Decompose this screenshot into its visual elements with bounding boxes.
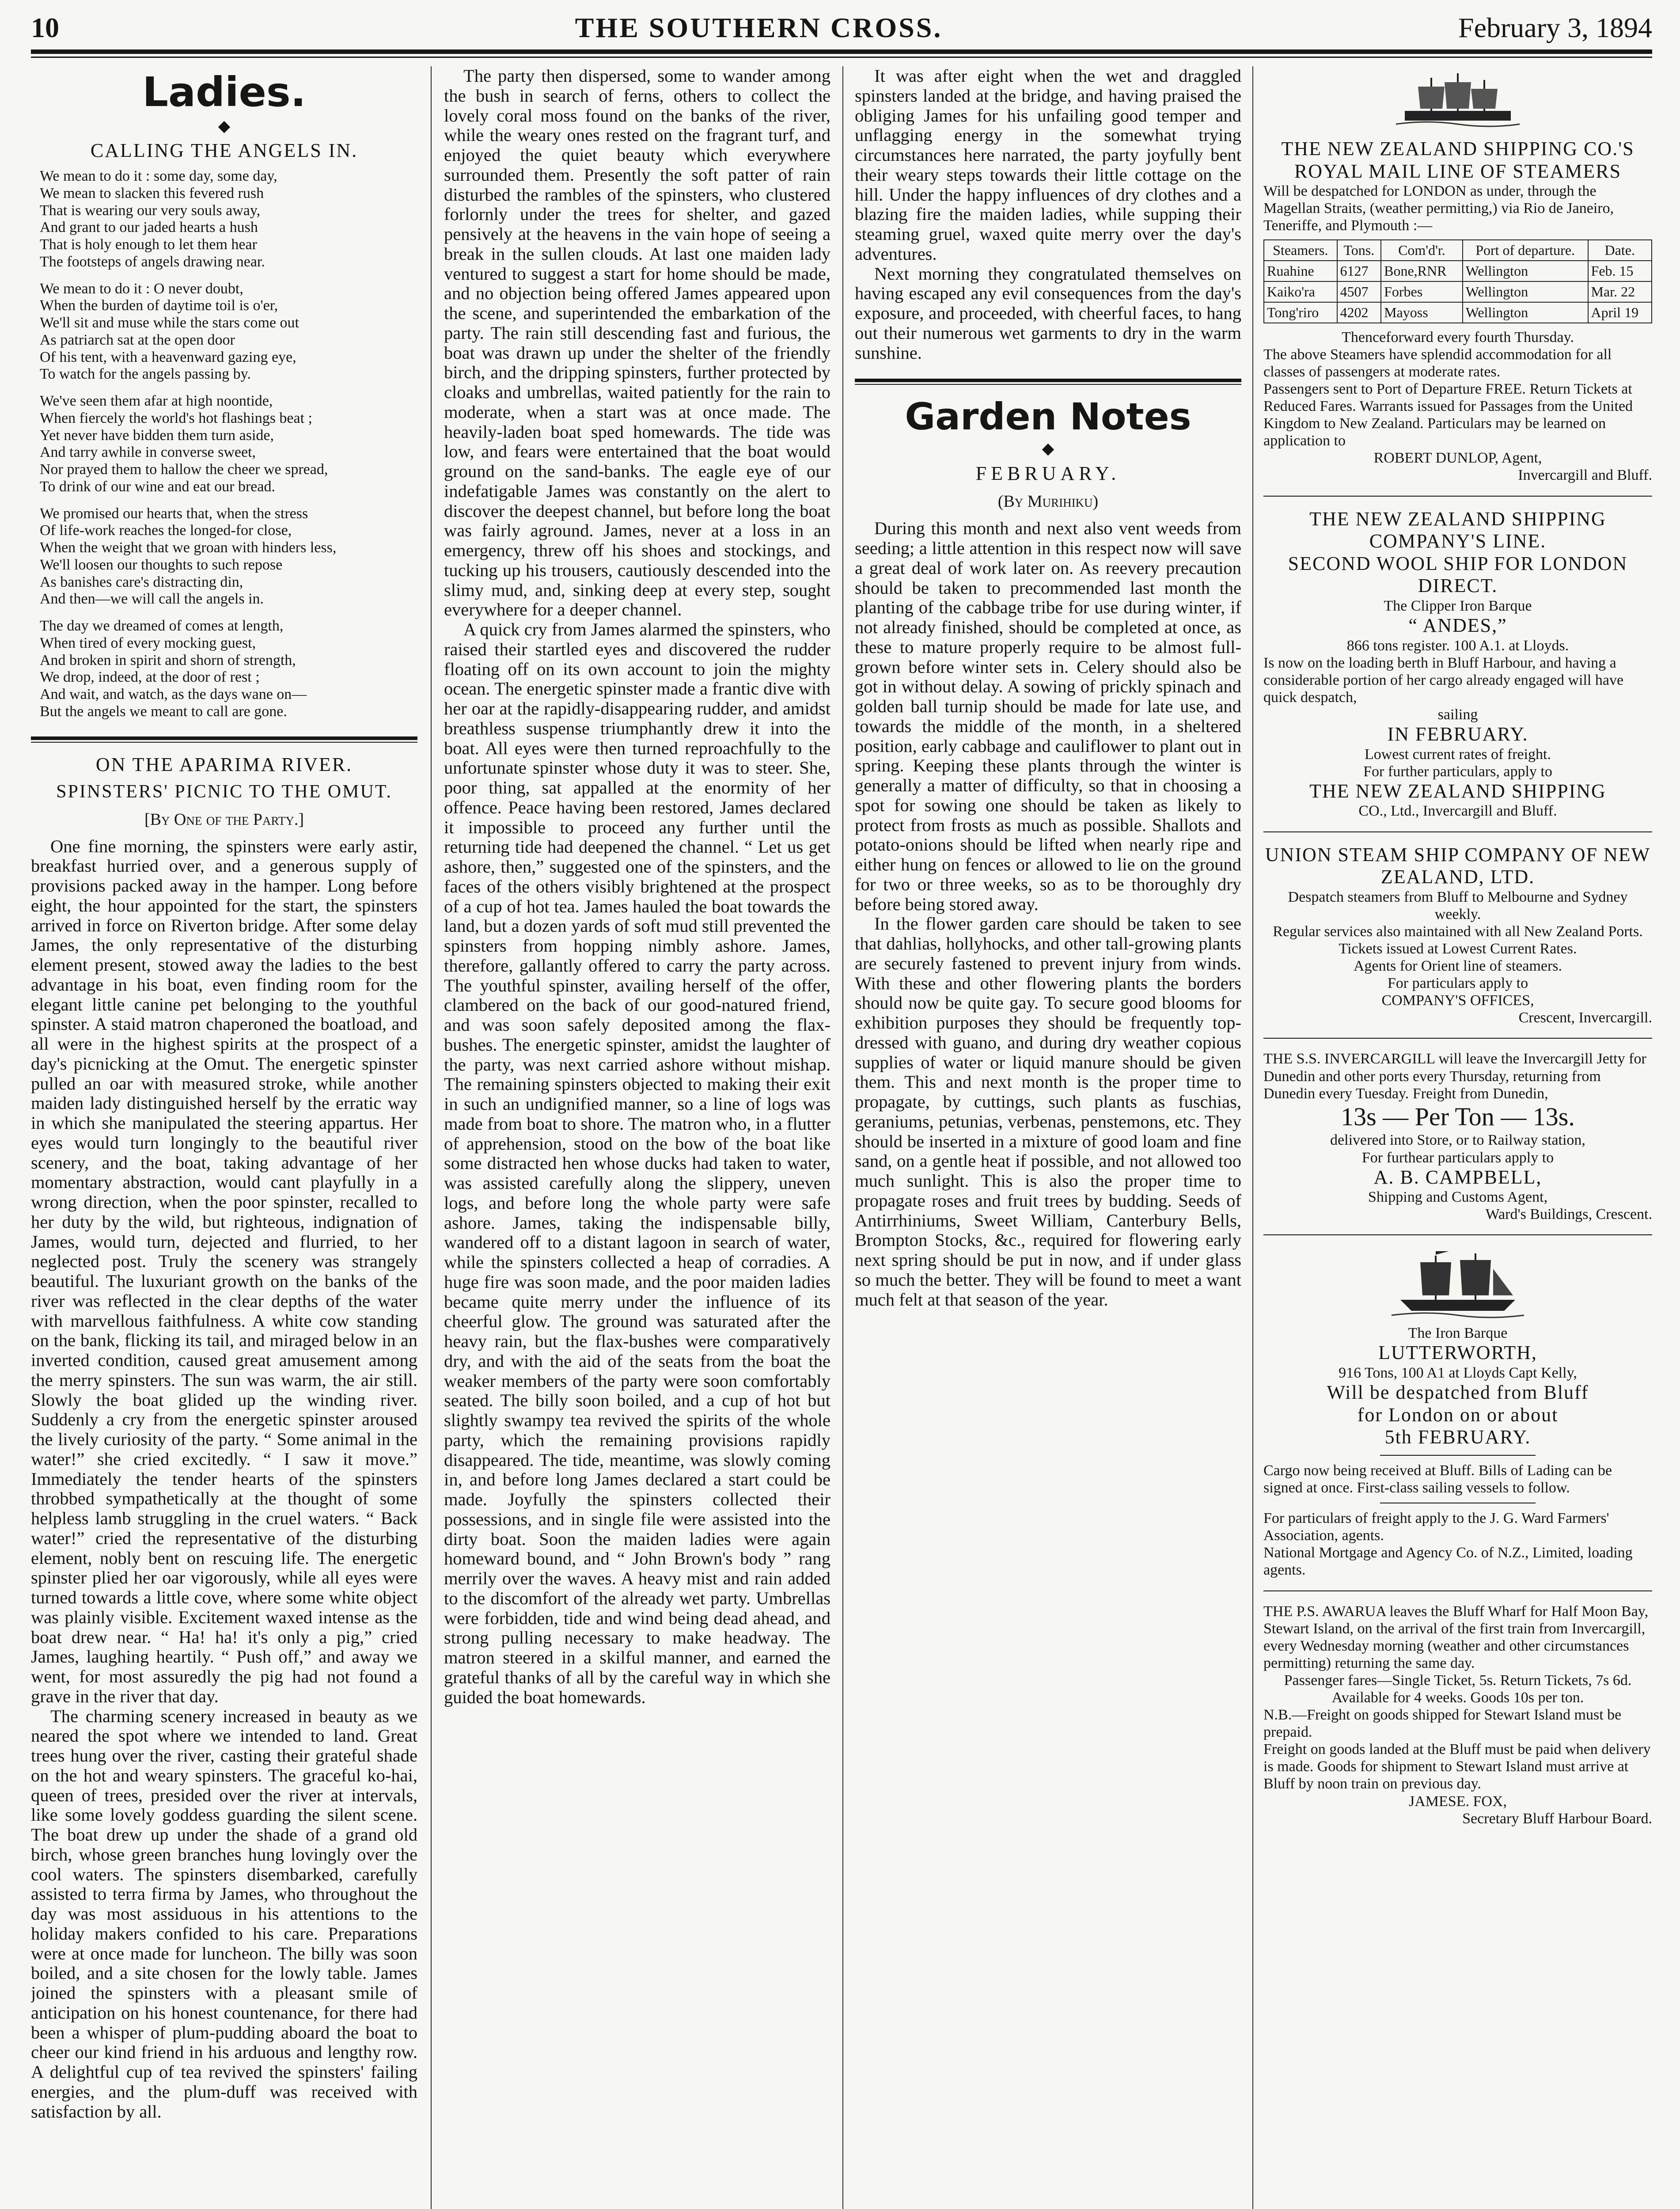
ad-subtitle: SECOND WOOL SHIP FOR LONDON DIRECT. (1288, 552, 1628, 597)
aparima-heading: ON THE APARIMA RIVER. (95, 753, 353, 775)
poem-line: To watch for the angels passing by. (40, 366, 251, 383)
ad-text: Available for 4 weeks. Goods 10s per ton. (1331, 1689, 1584, 1706)
poem-line: The footsteps of angels drawing near. (40, 253, 265, 270)
ladies-heading: Ladies. (142, 68, 306, 116)
column-divider (1252, 66, 1253, 2209)
poem-line: When the weight that we groan with hinders less, (40, 539, 337, 556)
newspaper-title: THE SOUTHERN CROSS. (575, 12, 943, 43)
poem-line: We'll sit and muse while the stars come out (40, 315, 299, 331)
poem-stanza (40, 393, 417, 496)
poem-line: Of life-work reaches the longed-for close, (40, 522, 292, 539)
ad-agent: A. B. CAMPBELL, (1373, 1166, 1542, 1188)
table-header-cell: Port of departure. (1463, 240, 1588, 261)
table-cell: Mayoss (1381, 302, 1463, 323)
ad-text: 916 Tons, 100 A1 at Lloyds Capt Kelly, (1339, 1365, 1577, 1382)
ad-nz-shipping (1263, 69, 1652, 484)
ad-text: National Mortgage and Agency Co. of N.Z., Limited, loading agents. (1263, 1545, 1633, 1579)
ad-agent-place: CO., Ltd., Invercargill and Bluff. (1358, 803, 1557, 820)
poem-line: We'll loosen our thoughts to such repose (40, 556, 283, 573)
ad-text: The Clipper Iron Barque (1384, 597, 1532, 614)
ad-wool-ship (1263, 508, 1652, 820)
poem-line: We promised our hearts that, when the stress (40, 505, 308, 522)
poem-line: That is wearing our very souls away, (40, 202, 261, 219)
ad-agent-place: Ward's Buildings, Crescent. (1485, 1206, 1652, 1223)
ad-ss-invercargill (1263, 1050, 1652, 1223)
table-cell: Wellington (1463, 281, 1588, 302)
header-rule-thick (31, 49, 1652, 54)
column-2 (444, 66, 831, 2209)
ad-agent: ROBERT DUNLOP, Agent, (1373, 450, 1542, 467)
ad-text: Will be despatched for LONDON as under, through the Magellan Straits, (weather permitting,) via Rio de Janeiro, Teneriffe, and Plymouth :— (1263, 183, 1614, 234)
page-number: 10 (31, 12, 59, 43)
poem-line: We drop, indeed, at the door of rest ; (40, 669, 260, 686)
table-header-cell: Date. (1588, 240, 1652, 261)
ad-agent-role: Secretary Bluff Harbour Board. (1462, 1810, 1652, 1827)
ad-subtitle: ROYAL MAIL LINE OF STEAMERS (1294, 160, 1622, 182)
table-cell: Ruahine (1264, 261, 1337, 281)
garden-paragraph: During this month and next also vent weeds from seeding; a little attention in this respect now will save a great deal of work later on. As reevery precaution should be taken to precommended last month the planting of the cabbage tribe for use during winter, if not already finished, should be completed at once, as these to mature properly require to be almost full-grown before winter sets in. Celery should also be got in without delay. A sowing of prickly spinach and golden ball turnip should be made for late use, and towards the middle of the month, in a sheltered position, early cabbage and cauliflower to plant out in spring. Keeping these plants through the winter is generally a matter of difficulty, so that in choosing a spot for sowing one should be taken as likely to protect from frosts as much as possible. Shallots and potato-onions should be lifted when nearly ripe and either hung on fences or allowed to lie on the ground for two or three weeks, so as to be thoroughly dry before being stored away. (855, 518, 1241, 914)
table-cell: 4202 (1337, 302, 1381, 323)
article-paragraph: The party then dispersed, some to wander among the bush in search of ferns, others to collect the lovely coral moss found on the banks of the river, while the weary ones rested on the fragrant turf, and enjoyed the quiet beauty which everywhere surrounded them. Presently the soft patter of rain disturbed the rambles of the spinsters, who clustered forlornly under the trees for shelter, and gazed pensively at the heavens in the vain hope of seeing a break in the sullen clouds. At last one maiden lady ventured to suggest a start for home should be made, and no objection being offered James appeared upon the scene, and superintended the embarkation of the party. The rain still descending fast and furious, the boat was drawn up under the shelter of the friendly birch, and the dripping spinsters, further protected by cloaks and umbrellas, waited patiently for the rain to moderate, when a start was at once made. The heavily-laden boat sped homewards. The tide was low, and fears were entertained that the boat would ground on the sand-banks. The eagle eye of our indefatigable James was constantly on the alert to discover the deepest channel, but before long the boat was fairly aground. James, never at a loss in an emergency, threw off his shoes and stockings, and tucking up his trousers, cautiously descended into the slimy mud, and, sinking deep at every step, sought everywhere for a deeper channel. (444, 66, 831, 620)
section-rule (855, 379, 1241, 385)
poem-line: When fiercely the world's hot flashings beat ; (40, 410, 312, 426)
ad-rule (1263, 1590, 1652, 1591)
article-paragraph: One fine morning, the spinsters were early astir, breakfast hurried over, and a generous supply of provisions packed away in the hamper. Long before eight, the hour appointed for the start, the spinsters arrived in force on Riverton bridge. After some delay James, the only representative of the disturbing element present, stowed away the ladies to the best advantage in his boat, even finding room for the elegant little canine pet belonging to the youthful spinster. A staid matron chaperoned the boatload, and all were in the highest spirits at the prospect of a day's picnicking at the Omut. The energetic spinster pulled an oar with measured stroke, while another maiden lady distinguished herself by the erratic way in which she manipulated the steering appartus. Her eyes would turn longingly to the beautiful river scenery, and the boat, taking advantage of her momentary abstraction, would cant playfully in a wrong direction, when the poor spinster, recalled to her duty by the wild, but righteous, indignation of James, would turn, dejected and flurried, to her neglected post. Truly the scenery was strangely beautiful. The luxuriant growth on the banks of the river was reflected in the clear depths of the water with marvellous faithfulness. A white cow standing on the bank, flicking its tail, and miraged below in an inverted condition, caused great amusement among the merry spinsters. The sun was warm, the air still. Slowly the boat glided up the winding river. Suddenly a cry from the energetic spinster aroused the lively curiosity of the party. “ Some animal in the water!” she cried excitedly. “ I saw it move.” Immediately the tender hearts of the spinsters throbbed sympathetically at the thought of some helpless lamb struggling in the cruel waters. “ Back water!” cried the representative of the disturbing element, nobly bent on rescuing life. The energetic spinster plied her oar vigorously, while all eyes were turned towards a little cove, where some white object was plainly visible. Excitement waxed intense as the boat drew near. “ Ha! ha! it's only a pig,” cried James, laughing heartily. “ Push off,” and away we went, for most assuredly the pig had not found a grave in the river that day. (31, 836, 417, 1706)
ad-text: For particulars of freight apply to the J. G. Ward Farmers' Association, agents. (1263, 1510, 1609, 1544)
table-row (1264, 281, 1652, 302)
ad-rule (1263, 1234, 1652, 1235)
table-cell: Kaiko'ra (1264, 281, 1337, 302)
ad-text: THE S.S. INVERCARGILL will leave the Invercargill Jetty for Dunedin and other ports every Thursday, returning from Dunedin every Tuesday. Freight from Dunedin, (1263, 1051, 1646, 1102)
ad-text: Passengers sent to Port of Departure FREE. Return Tickets at Reduced Fares. Warrants issued for Passages from the United Kingdom to New Zealand. Particulars may be learned on application to (1263, 380, 1633, 449)
poem-line: When tired of every mocking guest, (40, 634, 256, 651)
poem-line: And broken in spirit and shorn of strength, (40, 652, 296, 668)
article-paragraph: Next morning they congratulated themselves on having escaped any evil consequences from the day's exposure, and proceeded, with cheerful faces, to hang out their numerous wet garments to dry in the warm sunshine. (855, 263, 1241, 363)
poem-line: Of his tent, with a heavenward gazing eye, (40, 349, 296, 365)
column-4-advertisements (1263, 66, 1652, 2209)
ad-union-steam (1263, 844, 1652, 1027)
ad-text: Will be despatched from Bluff (1327, 1382, 1589, 1404)
ad-text: Is now on the loading berth in Bluff Harbour, and having a considerable portion of her cargo already engaged will have quick despatch, (1263, 654, 1624, 706)
poem-line: Nor prayed them to hallow the cheer we spread, (40, 461, 328, 478)
ship-name: “ ANDES,” (1408, 614, 1507, 636)
poem-line: And grant to our jaded hearts a hush (40, 219, 258, 236)
ad-rule (1263, 1038, 1652, 1039)
table-header-cell: Tons. (1337, 240, 1381, 261)
ad-text: THE P.S. AWARUA leaves the Bluff Wharf for Half Moon Bay, Stewart Island, on the arrival of the first train from Invercargill, every Wednesday morning (weather and other circumstances permitting) returning the same day. (1263, 1603, 1649, 1671)
poem-line: As patriarch sat at the open door (40, 331, 235, 348)
garden-heading: Garden Notes (905, 395, 1191, 439)
ad-text: sailing (1437, 706, 1478, 723)
table-row (1264, 302, 1652, 323)
poem-line: And tarry awhile in converse sweet, (40, 444, 256, 461)
ad-text: Thenceforward every fourth Thursday. (1342, 329, 1574, 345)
poem-line: As banishes care's distracting din, (40, 573, 243, 590)
poem-line: That is holy enough to let them hear (40, 236, 257, 253)
poem-line: To drink of our wine and eat our bread. (40, 478, 275, 495)
column-1 (31, 66, 417, 2209)
poem-line: We mean to do it : O never doubt, (40, 280, 243, 297)
poem-line: But the angels we meant to call are gone. (40, 703, 287, 720)
table-cell: Tong'riro (1264, 302, 1337, 323)
poem-line: When the burden of daytime toil is o'er, (40, 297, 278, 314)
ad-text: 866 tons register. 100 A.1. at Lloyds. (1346, 637, 1569, 654)
article-paragraph: It was after eight when the wet and draggled spinsters landed at the bridge, and having praised the obliging James for his unfailing good temper and unflagging energy in the somewhat trying circumstances here narrated, the party joyfully bent their weary steps towards their little cottage on the hill. Under the happy influences of dry clothes and a blazing fire the maiden ladies, while supping their steaming gruel, waxed quite merry over the day's adventures. (855, 66, 1241, 264)
ad-text: Agents for Orient line of steamers. (1353, 958, 1562, 975)
header-rule-thin (31, 57, 1652, 58)
table-cell: 6127 (1337, 261, 1381, 281)
poem-line: The day we dreamed of comes at length, (40, 618, 284, 634)
article-paragraph: The charming scenery increased in beauty as we neared the spot where we intended to land. Great trees hung over the river, casting their grateful shade on the hot and weary spinsters. The graceful ko-hai, queen of trees, presided over the river at intervals, like some lovely goddess guarding the silent scene. The boat drew up under the shade of a grand old birch, whose green branches hung lovingly over the cool waters. The spinsters disembarked, carefully assisted to terra firma by James, who throughout the day was most assiduous in his attentions to the holiday makers confided to his care. Preparations were at once made for luncheon. The billy was soon boiled, and a site chosen for the lowly table. James joined the spinsters with a pleasant smile of anticipation on his honest countenance, for there had been a whisper of plum-pudding aboard the boat to cheer our kind friend in his arduous and lengthy row. A delightful cup of tea revived the spinsters' failing energies, and the plum-duff was received with satisfaction by all. (31, 1706, 417, 2122)
poem-line: We mean to do it : some day, some day, (40, 168, 277, 185)
ad-text: Passenger fares—Single Ticket, 5s. Return Tickets, 7s 6d. (1284, 1672, 1632, 1689)
table-cell: Wellington (1463, 261, 1588, 281)
table-row (1264, 261, 1652, 281)
ornament-icon: ◆ (1042, 440, 1054, 458)
ad-text: Tickets issued at Lowest Current Rates. (1339, 940, 1577, 957)
ad-text: The above Steamers have splendid accommodation for all classes of passengers at moderate rates. (1263, 346, 1612, 380)
ad-lutterworth (1263, 1247, 1652, 1579)
poem-line: And wait, and watch, as the days wane on— (40, 686, 307, 703)
ad-agent-place: Crescent, Invercargill. (1518, 1010, 1652, 1026)
ad-text: Cargo now being received at Bluff. Bills of Lading can be signed at once. First-class sailing vessels to follow. (1263, 1462, 1612, 1496)
ad-text: Freight on goods landed at the Bluff must be paid when delivery is made. Goods for shipment to Stewart Island must arrive at Bluff by noon train on previous day. (1263, 1741, 1651, 1792)
ad-text: delivered into Store, or to Railway station, (1330, 1132, 1585, 1149)
ad-text: Regular services also maintained with all New Zealand Ports. (1273, 923, 1643, 940)
poem-stanza (40, 505, 417, 608)
ad-text: Lowest current rates of freight. (1365, 746, 1551, 763)
ad-title: THE NEW ZEALAND SHIPPING CO.'S (1281, 138, 1634, 159)
column-divider (842, 66, 843, 2209)
table-header-cell: Com'd'r. (1381, 240, 1463, 261)
steamship-icon (1392, 69, 1524, 135)
ad-text: For further particulars, apply to (1363, 763, 1552, 780)
ad-text: 5th FEBRUARY. (1384, 1426, 1531, 1448)
section-rule (31, 736, 417, 743)
ad-agent-place: Invercargill and Bluff. (1518, 467, 1652, 484)
poem (31, 168, 417, 721)
table-cell: 4507 (1337, 281, 1381, 302)
article-paragraph: A quick cry from James alarmed the spinsters, who raised their startled eyes and discovered the rudder floating off on its own account to join the mighty ocean. The energetic spinster made a frantic dive with her oar at the rapidly-disappearing rudder, and amidst breathless suspense triumphantly drew it into the boat. All eyes were then turned reproachfully to the unfortunate spinster whose duty it was to steer. She, poor thing, sat appalled at the enormity of her offence. Peace having been restored, James declared it impossible to proceed any further until the returning tide had deepened the channel. “ Let us get ashore, then,” suggested one of the spinsters, and the faces of the others visibly brightened at the prospect of a cup of hot tea. James hauled the boat towards the land, but a dozen yards of soft mud still prevented the spinsters from hopping nimbly ashore. James, therefore, gallantly offered to carry the party across. The youthful spinster, availing herself of the offer, clambered on the back of our good-natured friend, and was soon safely deposited among the flax-bushes. The energetic spinster, amidst the laughter of the party, was next carried ashore without mishap. The remaining spinsters objected to making their exit in such an undignified manner, so a line of logs was made from boat to shore. The matron who, in a flutter of apprehension, stood on the bow of the boat like some distracted hen whose ducks had taken to water, was assisted carefully along the slippery, uneven logs, and before long the whole party were safe ashore. James, taking the indispensable billy, wandered off to a distant lagoon in search of water, while the spinsters collected a heap of corradies. A huge fire was soon made, and the poor maiden ladies became quite merry under the influence of its cheerful glow. The ground was saturated after the heavy rain, but the flax-bushes were comparatively dry, and with the aid of the seats from the boat the weaker members of the party were soon comfortably seated. The billy soon boiled, and a cup of hot but slightly swampy tea revived the spirits of the whole party, which the remaining provisions rapidly disappeared. The tide, meantime, was slowly coming in, and before long James declared a start could be made. Joyfully the spinsters collected their possessions, and in single file were assisted into the dirty boat. Soon the maiden ladies were again homeward bound, and “ John Brown's body ” rang merrily over the waves. A heavy mist and rain added to the discomfort of the already wet party. Umbrellas were forbidden, tide and wind being dead ahead, and strong pulling necessary to make headway. The matron steered in a skilful manner, and earned the grateful thanks of all by the careful way in which she guided the boat homewards. (444, 619, 831, 1707)
column-3 (855, 66, 1241, 2209)
column-divider (431, 66, 432, 2209)
ad-text: IN FEBRUARY. (1387, 723, 1528, 745)
ad-title: THE NEW ZEALAND SHIPPING COMPANY'S LINE. (1309, 508, 1606, 552)
ad-ps-awarua (1263, 1603, 1652, 1827)
table-cell: Forbes (1381, 281, 1463, 302)
ad-text: For particulars apply to (1387, 975, 1528, 992)
short-rule (1380, 1455, 1536, 1456)
ad-title: UNION STEAM SHIP COMPANY OF NEW ZEALAND, LTD. (1265, 843, 1651, 888)
ad-rule (1263, 496, 1652, 497)
barque-icon (1387, 1247, 1528, 1322)
issue-date: February 3, 1894 (1458, 12, 1652, 43)
garden-byline: (By Murihiku) (997, 492, 1099, 511)
ad-agent: THE NEW ZEALAND SHIPPING (1309, 780, 1606, 802)
aparima-byline: [By One of the Party.] (144, 810, 304, 829)
poem-stanza (40, 168, 417, 271)
page-header (31, 8, 1652, 48)
poem-title: CALLING THE ANGELS IN. (90, 140, 358, 162)
poem-stanza (40, 281, 417, 383)
ornament-icon: ◆ (218, 117, 231, 135)
ad-agent: COMPANY'S OFFICES, (1381, 992, 1534, 1009)
poem-line: And then—we will call the angels in. (40, 591, 264, 607)
table-cell: April 19 (1588, 302, 1652, 323)
garden-paragraph: In the flower garden care should be taken to see that dahlias, hollyhocks, and other tall-growing plants are securely fastened to prevent injury from winds. With these and other flowering plants the borders should now be quite gay. To secure good blooms for exhibition purposes they should be frequently top-dressed with guano, and during dry weather copious supplies of water or liquid manure should be given them. This and next month is the proper time to propagate, by cuttings, such plants as fuschias, geraniums, petunias, verbenas, penstemons, etc. They should be inserted in a mixture of good loam and fine sand, on a gentle heat if possible, and not allowed too much sunlight. This is also the proper time to propagate roses and fruit trees by budding. Seeds of Antirrhiniums, Sweet William, Canterbury Bells, Brompton Stocks, &c., required for flowering early next spring should be put in now, and if under glass so much the better. They will be found to meet a want much felt at that season of the year. (855, 914, 1241, 1309)
sailing-table (1263, 239, 1652, 323)
freight-price: 13s — Per Ton — 13s. (1341, 1102, 1575, 1131)
table-header-cell: Steamers. (1264, 240, 1337, 261)
poem-line: We mean to slacken this fevered rush (40, 185, 264, 201)
article-body (31, 837, 417, 2122)
ad-text: for London on or about (1357, 1404, 1559, 1426)
poem-line: Yet never have bidden them turn aside, (40, 427, 274, 444)
ad-text: Despatch steamers from Bluff to Melbourne and Sydney weekly. (1288, 888, 1628, 922)
table-cell: Mar. 22 (1588, 281, 1652, 302)
table-cell: Bone,RNR (1381, 261, 1463, 281)
ad-agent: JAMESE. FOX, (1409, 1793, 1507, 1810)
table-cell: Wellington (1463, 302, 1588, 323)
garden-month: FEBRUARY. (975, 462, 1121, 484)
ship-name: LUTTERWORTH, (1378, 1342, 1537, 1364)
poem-line: We've seen them afar at high noontide, (40, 393, 273, 410)
aparima-subheading: SPINSTERS' PICNIC TO THE OMUT. (56, 782, 392, 802)
poem-stanza (40, 618, 417, 721)
ad-text: The Iron Barque (1408, 1325, 1508, 1342)
ad-agent-role: Shipping and Customs Agent, (1368, 1189, 1548, 1206)
table-cell: Feb. 15 (1588, 261, 1652, 281)
ad-text: N.B.—Freight on goods shipped for Stewart Island must be prepaid. (1263, 1707, 1622, 1741)
ad-text: For furthear particulars apply to (1361, 1149, 1554, 1166)
ad-rule (1263, 831, 1652, 832)
